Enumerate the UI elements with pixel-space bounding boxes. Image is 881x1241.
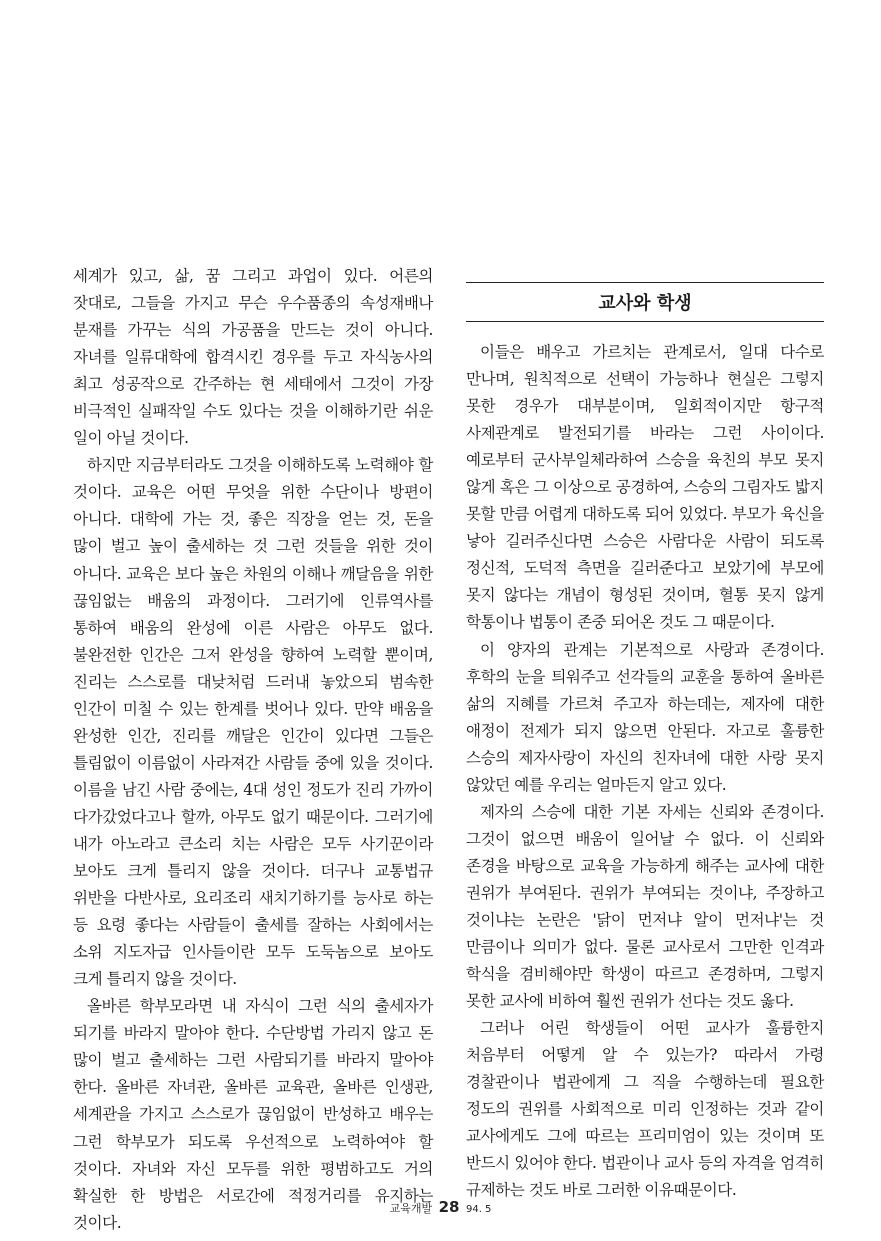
right-paragraph-4: 그러나 어린 학생들이 어떤 교사가 훌륭한지 처음부터 어떻게 알 수 있는가? 따라서 가령 경찰관이나 법관에게 그 직을 수행하는데 필요한 정도의 권위를 사회적으로 미리 인정하는 것과 같이 교사에게도 그에 따르는 프리미엄이 있는 것이며 또 반드시 있어야 한다. 법관이나 교사 등의 자격을 엄격히 규제하는 것도 바로 그러한 이유때문이다. — [466, 1019, 824, 1200]
left-paragraph-3: 올바른 학부모라면 내 자식이 그런 식의 출세자가 되기를 바라지 말아야 한다. 수단방법 가리지 않고 돈 많이 벌고 출세하는 그런 사람되기를 바라지 말아야 한다. 올바른 자녀관, 올바른 교육관, 올바른 인생관, 세계관을 가지고 스스로가 끊임없이 반성하고 배우는 그런 학부모가 되도록 우선적으로 노력하여야 할 것이다. 자녀와 자신 모두를 위한 평범하고도 거의 확실한 한 방법은 서로간에 적정거리를 유지하는 것이다. — [73, 997, 433, 1232]
page-footer — [0, 1198, 881, 1216]
right-text-column — [466, 339, 824, 1205]
magazine-name: 교육개발 — [389, 1202, 433, 1215]
issue-date: 94. 5 — [465, 1204, 492, 1215]
page-number: 28 — [438, 1198, 460, 1216]
left-paragraph-1: 세계가 있고, 삶, 꿈 그리고 과업이 있다. 어른의 잣대로, 그들을 가지고 무슨 우수품종의 속성재배나 분재를 가꾸는 식의 가공품을 만드는 것이 아니다. 자녀를 일류대학에 합격시킨 경우를 두고 자식농사의 최고 성공작으로 간주하는 현 세태에서 그것이 가장 비극적인 실패작일 수도 있다는 것을 이해하기란 쉬운 일이 아닐 것이다. — [73, 267, 433, 448]
section-header — [466, 282, 824, 322]
section-title: 교사와 학생 — [598, 293, 692, 314]
left-paragraph-2: 하지만 지금부터라도 그것을 이해하도록 노력해야 할 것이다. 교육은 어떤 무엇을 위한 수단이나 방편이 아니다. 대학에 가는 것, 좋은 직장을 얻는 것, 돈을 많이 벌고 높이 출세하는 것 그런 것들을 위한 것이 아니다. 교육은 보다 높은 차원의 이해나 깨달음을 위한 끊임없는 배움의 과정이다. 그러기에 인류역사를 통하여 배움의 완성에 이른 사람은 아무도 없다. 불완전한 인간은 그저 완성을 향하여 노력할 뿐이며, 진리는 스스로를 대낮처럼 드러내 놓았으되 범속한 인간이 미칠 수 있는 한계를 벗어나 있다. 만약 배움을 완성한 인간, 진리를 깨달은 인간이 있다면 그들은 틀림없이 이름없이 사라져간 사람들 중에 있을 것이다. 이름을 남긴 사람 중에는, 4대 성인 정도가 진리 가까이 다가갔었다고나 할까, 아무도 없기 때문이다. 그러기에 내가 아노라고 큰소리 치는 사람은 모두 사기꾼이라 보아도 크게 틀리지 않을 것이다. 더구나 교통법규 위반을 다반사로, 요리조리 새치기하기를 능사로 하는 등 요령 좋다는 사람들이 출세를 잘하는 사회에서는 소위 지도자급 인사들이란 모두 도둑놈으로 보아도 크게 틀리지 않을 것이다. — [73, 456, 433, 989]
right-paragraph-3: 제자의 스승에 대한 기본 자세는 신뢰와 존경이다. 그것이 없으면 배움이 일어날 수 없다. 이 신뢰와 존경을 바탕으로 교육을 가능하게 해주는 교사에 대한 권위가 부여된다. 권위가 부여되는 것이냐, 주장하고 것이냐는 논란은 '닭이 먼저냐 알이 먼저냐'는 것 만큼이나 의미가 없다. 물론 교사로서 그만한 인격과 학식을 겸비해야만 학생이 따르고 존경하며, 그렇지 못한 교사에 비하여 훨씬 권위가 선다는 것도 옳다. — [466, 802, 824, 1011]
right-paragraph-1: 이들은 배우고 가르치는 관계로서, 일대 다수로 만나며, 원칙적으로 선택이 가능하나 현실은 그렇지 못한 경우가 대부분이며, 일회적이지만 항구적 사제관계로 발전되기를 바라는 그런 사이이다. 예로부터 군사부일체라하여 스승을 육친의 부모 못지 않게 혹은 그 이상으로 공경하여, 스승의 그림자도 밟지 못할 만큼 어렵게 대하도록 되어 있었다. 부모가 육신을 낳아 길러주신다면 스승은 사람다운 사람이 되도록 정신적, 도덕적 측면을 길러준다고 보았기에 부모에 못지 않다는 개념이 형성된 것이며, 혈통 못지 않게 학통이나 법통이 존중 되어온 것도 그 때문이다. — [466, 343, 824, 632]
left-text-column — [73, 263, 433, 1237]
right-paragraph-2: 이 양자의 관계는 기본적으로 사랑과 존경이다. 후학의 눈을 틔워주고 선각들의 교훈을 통하여 올바른 삶의 지혜를 가르쳐 주고자 하는데는, 제자에 대한 애정이 전제가 되지 않으면 안된다. 자고로 훌륭한 스승의 제자사랑이 자신의 친자녀에 대한 사랑 못지 않았던 예를 우리는 얼마든지 알고 있다. — [466, 640, 824, 794]
